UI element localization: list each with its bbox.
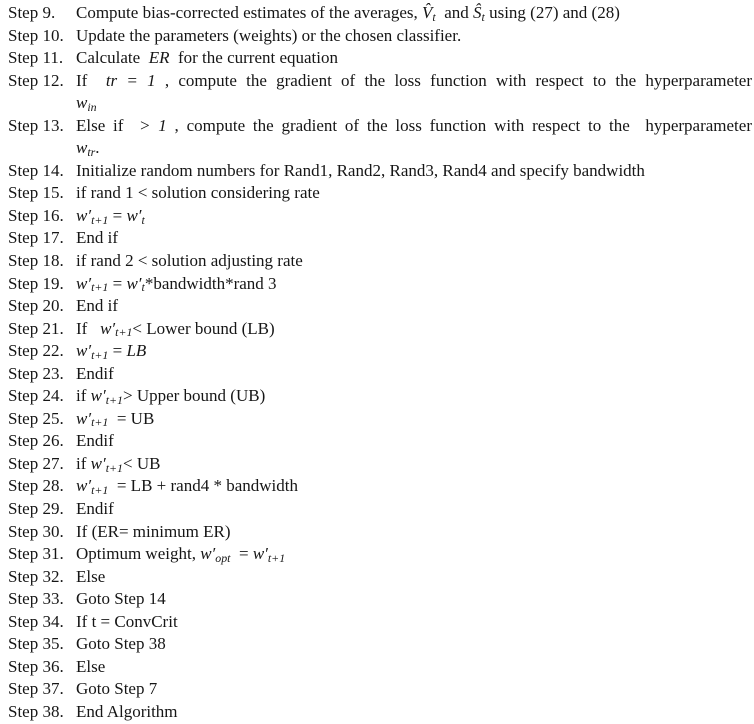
step-content xyxy=(76,543,754,566)
text-segment: if xyxy=(76,386,91,406)
step-content xyxy=(76,633,754,656)
text-segment: t+1 xyxy=(267,550,286,565)
text-segment: opt xyxy=(215,550,231,565)
text-segment: < Lower bound (LB) xyxy=(132,318,275,338)
step-number-label: Step 16. xyxy=(8,205,64,225)
step-number-label: Step 12. xyxy=(8,70,64,90)
step-number-label xyxy=(8,137,76,160)
text-segment: tr xyxy=(87,144,96,159)
step-content xyxy=(76,25,754,48)
algorithm-step-row xyxy=(8,498,754,521)
text-segment: t xyxy=(481,9,485,24)
step-content xyxy=(76,498,754,521)
algorithm-step-row xyxy=(8,295,754,318)
text-segment: w xyxy=(76,138,88,158)
algorithm-step-row xyxy=(8,115,754,138)
algorithm-step-row xyxy=(8,92,754,115)
step-number-label: Step 33. xyxy=(8,589,64,609)
step-content xyxy=(76,295,754,318)
step-content xyxy=(76,566,754,589)
step-number-label: Step 18. xyxy=(8,251,64,271)
text-segment: , compute the gradient of the loss function with respect to the hyperparameter xyxy=(166,115,752,135)
algorithm-step-row xyxy=(8,250,754,273)
step-content xyxy=(76,250,754,273)
algorithm-step-row xyxy=(8,543,754,566)
algorithm-step-row xyxy=(8,408,754,431)
algorithm-step-row xyxy=(8,588,754,611)
step-content xyxy=(76,453,754,476)
text-segment: Update the parameters (weights) or the chosen classifier. xyxy=(76,25,462,45)
text-segment: w′ xyxy=(200,544,216,564)
step-number-label: Step 9. xyxy=(8,3,56,22)
step-content xyxy=(76,611,754,634)
text-segment: t+1 xyxy=(105,392,123,407)
step-content xyxy=(76,408,754,431)
text-segment: , compute the gradient of the loss function with respect to the hyperparameter xyxy=(155,70,753,90)
text-segment: Ŝ xyxy=(473,3,482,22)
text-segment: V̂ xyxy=(422,3,433,22)
text-segment: Compute bias-corrected estimates of the averages, xyxy=(76,3,423,22)
step-content xyxy=(76,115,754,138)
algorithm-step-row xyxy=(8,137,754,160)
text-segment: t xyxy=(141,212,145,227)
algorithm-step-row xyxy=(8,521,754,544)
text-segment: . xyxy=(95,138,100,158)
text-segment: t xyxy=(141,280,145,295)
step-number-label: Step 20. xyxy=(8,296,64,316)
algorithm-step-row xyxy=(8,566,754,589)
step-number-label xyxy=(8,92,76,115)
text-segment: Optimum weight, xyxy=(76,544,201,564)
algorithm-step-row xyxy=(8,430,754,453)
text-segment: ER xyxy=(148,48,170,68)
algorithm-step-row xyxy=(8,656,754,679)
text-segment: If (ER= minimum ER) xyxy=(76,521,231,541)
step-number-label: Step 26. xyxy=(8,431,64,451)
step-number-label: Step 24. xyxy=(8,386,64,406)
text-segment: w′ xyxy=(90,386,106,406)
text-segment: w′ xyxy=(76,205,92,225)
text-segment: Endif xyxy=(76,431,114,451)
step-number-label: Step 22. xyxy=(8,341,64,361)
text-segment: Endif xyxy=(76,499,114,519)
step-number-label: Step 21. xyxy=(8,318,64,338)
text-segment: Initialize random numbers for Rand1, Rand2, Rand3, Rand4 and specify bandwidth xyxy=(76,160,645,180)
step-content xyxy=(76,385,754,408)
text-segment: in xyxy=(87,99,97,114)
text-segment: t+1 xyxy=(91,415,109,430)
text-segment: Goto Step 14 xyxy=(76,589,166,609)
text-segment: Goto Step 38 xyxy=(76,634,166,654)
text-segment: t xyxy=(432,9,436,24)
step-content xyxy=(76,2,754,25)
step-content xyxy=(76,588,754,611)
step-content xyxy=(76,92,754,115)
algorithm-step-row xyxy=(8,2,754,25)
step-content xyxy=(76,701,754,724)
text-segment: = xyxy=(108,205,127,225)
text-segment: w′ xyxy=(252,544,268,564)
step-content xyxy=(76,160,754,183)
text-segment: = UB xyxy=(108,408,155,428)
step-number-label: Step 34. xyxy=(8,611,64,631)
step-number-label: Step 32. xyxy=(8,566,64,586)
step-content xyxy=(76,318,754,341)
algorithm-step-row xyxy=(8,475,754,498)
text-segment: Goto Step 7 xyxy=(76,679,158,699)
text-segment: > Upper bound (UB) xyxy=(122,386,266,406)
step-number-label: Step 37. xyxy=(8,679,64,699)
text-segment: If xyxy=(76,70,106,90)
text-segment: End if xyxy=(76,296,119,316)
text-segment: t+1 xyxy=(115,325,133,340)
step-number-label: Step 31. xyxy=(8,544,64,564)
text-segment: LB xyxy=(126,341,147,361)
text-segment: t+1 xyxy=(91,347,109,362)
algorithm-step-row xyxy=(8,182,754,205)
text-segment: w′ xyxy=(126,273,142,293)
algorithm-step-row xyxy=(8,611,754,634)
text-segment: If xyxy=(76,318,101,338)
step-content xyxy=(76,205,754,228)
step-number-label: Step 15. xyxy=(8,183,64,203)
step-number-label: Step 11. xyxy=(8,48,64,68)
text-segment: if rand 2 < solution adjusting rate xyxy=(76,251,303,271)
algorithm-step-row xyxy=(8,633,754,656)
text-segment: t+1 xyxy=(91,212,109,227)
text-segment: End Algorithm xyxy=(76,701,178,721)
step-number-label: Step 38. xyxy=(8,701,64,721)
text-segment: w′ xyxy=(90,453,106,473)
step-number-label: Step 29. xyxy=(8,499,64,519)
text-segment: End if xyxy=(76,228,119,248)
algorithm-step-row xyxy=(8,160,754,183)
text-segment: Calculate xyxy=(76,48,149,68)
algorithm-step-row xyxy=(8,701,754,724)
text-segment: = xyxy=(230,544,253,564)
step-number-label: Step 14. xyxy=(8,160,64,180)
text-segment: = LB + rand4 * bandwidth xyxy=(108,476,298,496)
text-segment: Else xyxy=(76,656,106,676)
text-segment: w′ xyxy=(76,341,92,361)
step-content xyxy=(76,656,754,679)
text-segment: t+1 xyxy=(105,460,123,475)
step-content xyxy=(76,182,754,205)
algorithm-step-row xyxy=(8,453,754,476)
text-segment: w xyxy=(76,93,88,113)
text-segment: If t = ConvCrit xyxy=(76,611,178,631)
step-content xyxy=(76,430,754,453)
text-segment: = xyxy=(108,273,127,293)
algorithm-step-row xyxy=(8,25,754,48)
text-segment: < UB xyxy=(122,453,161,473)
text-segment: w′ xyxy=(100,318,116,338)
text-segment: > 1 xyxy=(139,115,167,135)
text-segment: Else if xyxy=(76,115,139,135)
algorithm-step-row xyxy=(8,385,754,408)
text-segment: t+1 xyxy=(91,280,109,295)
algorithm-step-row xyxy=(8,340,754,363)
step-content xyxy=(76,678,754,701)
text-segment: t+1 xyxy=(91,483,109,498)
text-segment: and xyxy=(435,3,474,22)
text-segment: if rand 1 < solution considering rate xyxy=(76,183,320,203)
step-number-label: Step 28. xyxy=(8,476,64,496)
step-number-label: Step 36. xyxy=(8,656,64,676)
text-segment: tr = 1 xyxy=(105,70,156,90)
algorithm-step-row xyxy=(8,363,754,386)
text-segment: *bandwidth*rand 3 xyxy=(144,273,277,293)
step-number-label: Step 23. xyxy=(8,363,64,383)
text-segment: = xyxy=(108,341,127,361)
step-content xyxy=(76,475,754,498)
algorithm-step-row xyxy=(8,205,754,228)
text-segment: w′ xyxy=(76,273,92,293)
text-segment: using (27) and (28) xyxy=(484,3,620,22)
step-content xyxy=(76,273,754,296)
step-number-label: Step 27. xyxy=(8,453,64,473)
step-content xyxy=(76,47,754,70)
algorithm-step-row xyxy=(8,70,754,93)
algorithm-step-row xyxy=(8,678,754,701)
text-segment: if xyxy=(76,453,91,473)
algorithm-step-row xyxy=(8,227,754,250)
text-segment: w′ xyxy=(126,205,142,225)
step-number-label: Step 25. xyxy=(8,408,64,428)
step-content xyxy=(76,70,754,93)
step-number-label: Step 13. xyxy=(8,115,64,135)
step-content xyxy=(76,137,754,160)
algorithm-step-row xyxy=(8,273,754,296)
text-segment: Endif xyxy=(76,363,114,383)
step-number-label: Step 10. xyxy=(8,25,64,45)
step-content xyxy=(76,227,754,250)
step-number-label: Step 30. xyxy=(8,521,64,541)
step-number-label: Step 17. xyxy=(8,228,64,248)
text-segment: w′ xyxy=(76,476,92,496)
step-number-label: Step 35. xyxy=(8,634,64,654)
text-segment: w′ xyxy=(76,408,92,428)
step-content xyxy=(76,521,754,544)
step-number-label: Step 19. xyxy=(8,273,64,293)
text-segment: for the current equation xyxy=(169,48,338,68)
text-segment: Else xyxy=(76,566,106,586)
step-content xyxy=(76,340,754,363)
step-content xyxy=(76,363,754,386)
algorithm-step-row xyxy=(8,318,754,341)
algorithm-step-row xyxy=(8,47,754,70)
